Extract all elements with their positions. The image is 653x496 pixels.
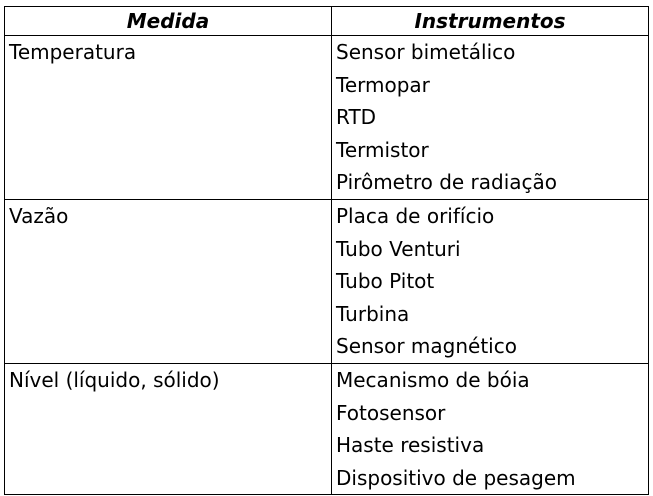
instrument-item: Fotosensor: [336, 400, 446, 425]
instrument-item: Haste resistiva: [336, 433, 485, 458]
instrument-item: Mecanismo de bóia: [336, 367, 530, 392]
instrument-item: Termistor: [336, 137, 429, 162]
medida-cell: Nível (líquido, sólido): [5, 363, 332, 494]
instrument-item: Placa de orifício: [336, 203, 495, 228]
instrument-item: Dispositivo de pesagem: [336, 465, 576, 490]
instrumentos-cell: [332, 199, 649, 363]
instrumentos-cell: [332, 36, 649, 200]
instrument-item: Termopar: [336, 72, 430, 97]
header-instrumentos: Instrumentos: [332, 7, 649, 36]
instrument-item: Tubo Pitot: [336, 269, 435, 294]
instrument-item: RTD: [336, 105, 377, 130]
instrument-item: Turbina: [336, 301, 410, 326]
measurement-instruments-table: [4, 6, 649, 495]
instrument-item: Sensor bimetálico: [336, 40, 516, 64]
medida-cell: Vazão: [5, 199, 332, 363]
medida-cell: Temperatura: [5, 36, 332, 200]
instrument-item: Pirômetro de radiação: [336, 170, 558, 195]
table-row: [5, 363, 649, 494]
header-medida: Medida: [5, 7, 332, 36]
instrument-item: Sensor magnético: [336, 334, 517, 359]
table-header-row: [5, 7, 649, 36]
instrument-item: Tubo Venturi: [336, 236, 461, 261]
table-row: [5, 199, 649, 363]
table-row: [5, 36, 649, 200]
instrumentos-cell: [332, 363, 649, 494]
